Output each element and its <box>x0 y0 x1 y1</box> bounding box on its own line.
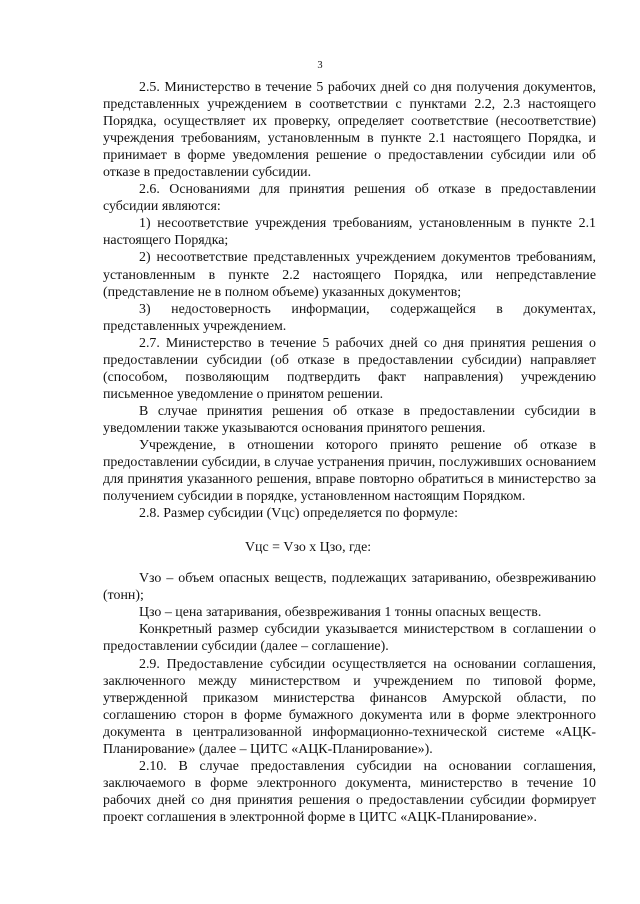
definition-vzo: Vзо – объем опасных веществ, подлежащих затариванию, обезвреживанию (тонн); <box>103 571 596 604</box>
paragraph-refusal-grounds: В случае принятия решения об отказе в предоставлении субсидии в уведомлении также указываются основания принятого решения. <box>103 403 596 436</box>
document-body <box>103 79 596 826</box>
paragraph-2-8: 2.8. Размер субсидии (Vцс) определяется по формуле: <box>139 506 458 522</box>
paragraph-reapply: Учреждение, в отношении которого принято решение об отказе в предоставлении субсидии, в случае устранения причин, послуживших основанием для принятия указанного решения, вправе повторно обратиться в министерство за получением субсидии в порядке, установленном настоящим Порядком. <box>103 437 596 505</box>
page-number: 3 <box>317 60 323 71</box>
list-item-2: 2) несоответствие представленных учреждением документов требованиям, установленным в пункте 2.2 настоящего Порядка, или непредставление (представление не в полном объеме) указанных документов; <box>103 250 596 300</box>
paragraph-2-5: 2.5. Министерство в течение 5 рабочих дней со дня получения документов, представленных учреждением в соответствии с пунктами 2.2, 2.3 настоящего Порядка, осуществляет их проверку, определяет соответствие (несоответствие) учреждения требованиям, установленным в пункте 2.1 настоящего Порядка, и принимает в форме уведомления решение о предоставлении субсидии или об отказе в предоставлении субсидии. <box>103 80 596 181</box>
paragraph-subsidy-amount: Конкретный размер субсидии указывается министерством в соглашении о предоставлении субсидии (далее – соглашение). <box>103 622 596 655</box>
paragraph-2-9: 2.9. Предоставление субсидии осуществляется на основании соглашения, заключенного между министерством и учреждением по типовой форме, утвержденной приказом министерства финансов Амурской области, по соглашению сторон в форме бумажного документа или в форме электронного документа в централизованной информационно-технической системе «АЦК-Планирование» (далее – ЦИТС «АЦК-Планирование»). <box>103 656 596 757</box>
list-item-1: 1) несоответствие учреждения требованиям, установленным в пункте 2.1 настоящего Порядка; <box>103 216 596 249</box>
list-item-3: 3) недостоверность информации, содержащейся в документах, представленных учреждением. <box>103 301 596 334</box>
definition-czo: Цзо – цена затаривания, обезвреживания 1 тонны опасных веществ. <box>139 605 542 621</box>
formula: Vцс = Vзо х Цзо, где: <box>245 540 372 556</box>
paragraph-2-6: 2.6. Основаниями для принятия решения об отказе в предоставлении субсидии являются: <box>103 182 596 215</box>
paragraph-2-7: 2.7. Министерство в течение 5 рабочих дней со дня принятия решения о предоставлении субсидии (об отказе в предоставлении субсидии) направляет (способом, позволяющим подтвердить факт направления) учреждению письменное уведомление о принятом решении. <box>103 335 596 402</box>
paragraph-2-10: 2.10. В случае предоставления субсидии на основании соглашения, заключаемого в форме электронного документа, министерство в течение 10 рабочих дней со дня принятия решения о предоставлении субсидии формирует проект соглашения в электронной форме в ЦИТС «АЦК-Планирование». <box>103 758 596 825</box>
